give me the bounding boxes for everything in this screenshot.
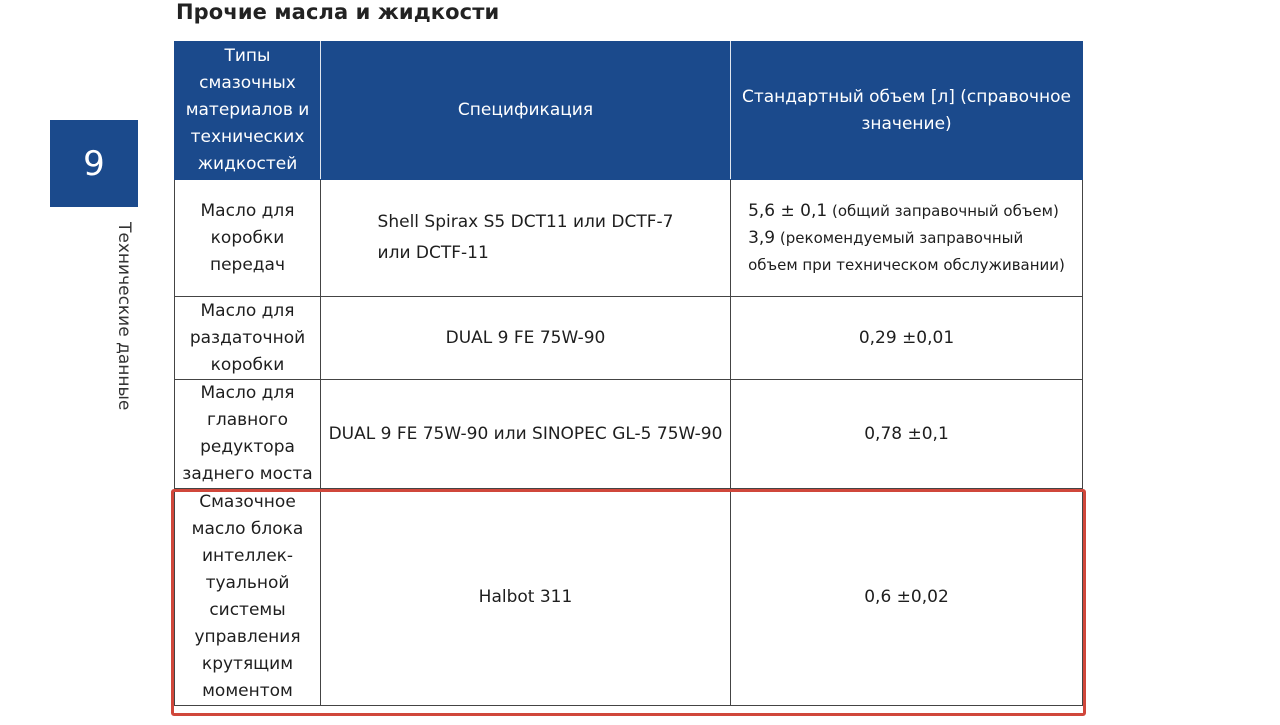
cell-type: Смазочное масло блока интеллек-туальной системы управления крутящим моментом [175, 489, 321, 706]
table-row [175, 489, 1083, 706]
cell-spec [321, 180, 731, 297]
table-row [175, 297, 1083, 380]
cell-spec: DUAL 9 FE 75W-90 [321, 297, 731, 380]
fluids-table [174, 41, 1083, 706]
chapter-number: 9 [83, 143, 105, 184]
cell-type: Масло для коробки передач [175, 180, 321, 297]
cell-spec: DUAL 9 FE 75W-90 или SINOPEC GL-5 75W-90 [321, 380, 731, 489]
table-row [175, 380, 1083, 489]
volume-rec: 3,9 [748, 227, 776, 248]
cell-type: Масло для раздаточной коробки [175, 297, 321, 380]
volume-main: 5,6 ± 0,1 [748, 200, 828, 221]
cell-spec: Halbot 311 [321, 489, 731, 706]
table-row [175, 180, 1083, 297]
header-volume: Стандартный объем [л] (справочное значение) [731, 42, 1083, 180]
header-spec: Спецификация [321, 42, 731, 180]
cell-volume: 0,29 ±0,01 [731, 297, 1083, 380]
cell-volume [731, 180, 1083, 297]
header-type: Типы смазочных материалов и технических жидкостей [175, 42, 321, 180]
volume-main-note: (общий заправочный объем) [831, 201, 1059, 220]
volume-rec-note: (рекомендуемый заправочный [779, 228, 1024, 247]
cell-volume: 0,78 ±0,1 [731, 380, 1083, 489]
chapter-tab[interactable] [50, 120, 138, 207]
cell-type: Масло для главного редуктора заднего моста [175, 380, 321, 489]
cell-volume: 0,6 ±0,02 [731, 489, 1083, 706]
spec-line: Shell Spirax S5 DCT11 или DCTF-7 [377, 212, 674, 232]
table-header-row [175, 42, 1083, 180]
spec-line: или DCTF-11 [377, 243, 489, 263]
chapter-label: Технические данные [114, 222, 134, 411]
section-title: Прочие масла и жидкости [176, 0, 500, 24]
volume-rec-note2: объем при техническом обслуживании) [748, 255, 1065, 274]
